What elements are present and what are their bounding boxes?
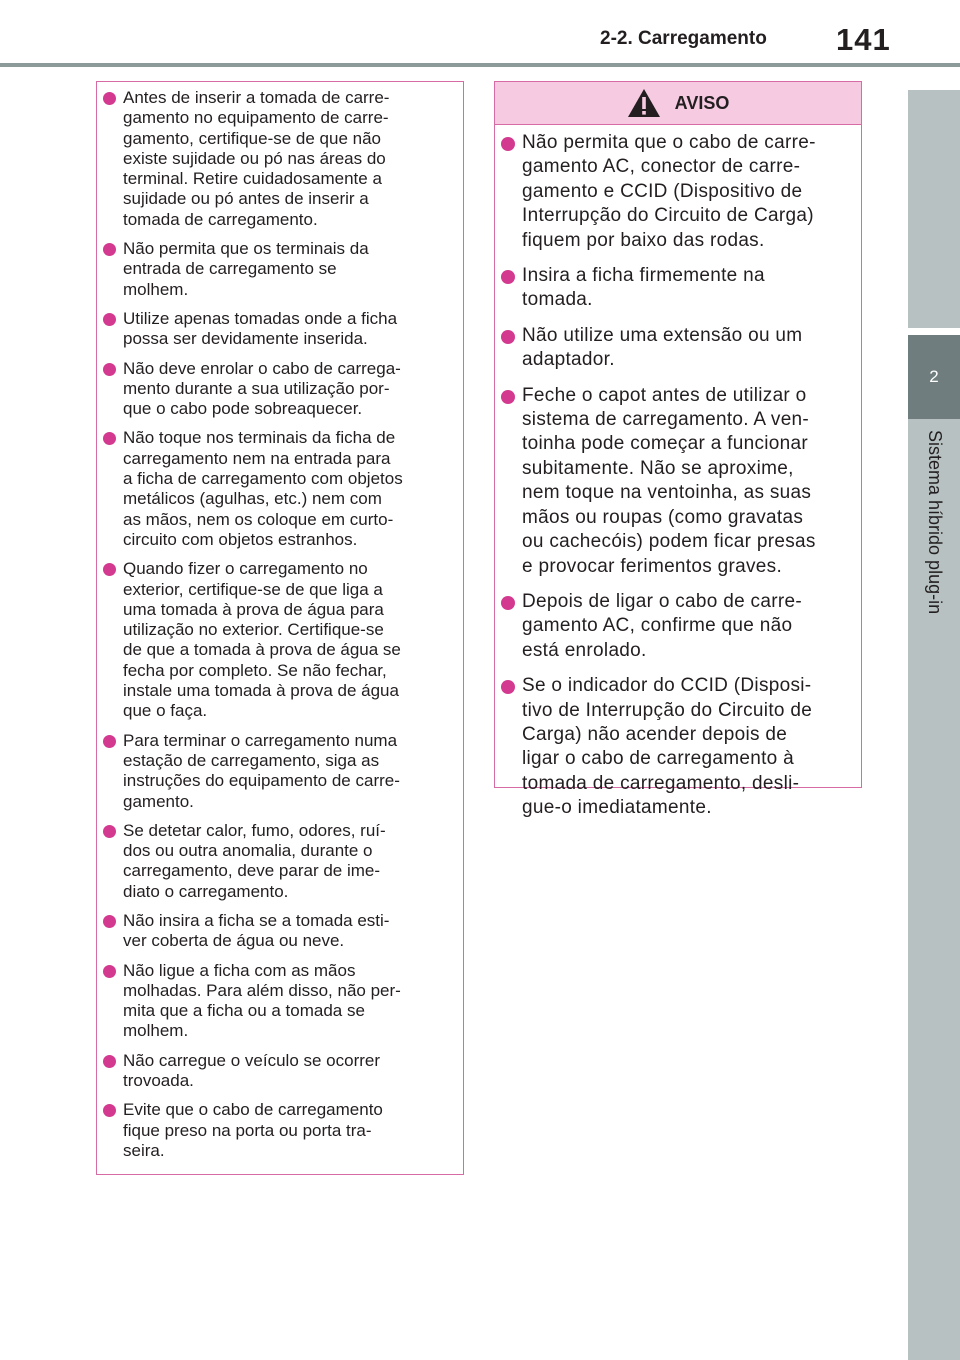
- bullet-icon: [103, 1055, 116, 1068]
- bullet-icon: [103, 735, 116, 748]
- list-item-text: Se o indicador do CCID (Disposi- tivo de Interrupção do Circuito de Carga) não acender depois de ligar o cabo de carregamento à tomada de carregamento, desli- gue-o imediatamente.: [522, 675, 813, 819]
- list-item: [501, 324, 845, 373]
- list-item-text: Insira a ficha firmemente na tomada.: [522, 265, 765, 311]
- list-item-text: Utilize apenas tomadas onde a ficha possa ser devidamente inserida.: [123, 308, 398, 349]
- list-item-text: Evite que o cabo de carregamento fique preso na porta ou porta tra- seira.: [123, 1100, 383, 1160]
- list-item: [103, 309, 449, 350]
- bullet-icon: [103, 92, 116, 105]
- bullet-icon: [103, 243, 116, 256]
- bullet-icon: [103, 915, 116, 928]
- list-item-text: Não utilize uma extensão ou um adaptador.: [522, 324, 803, 371]
- list-item-text: Feche o capot antes de utilizar o sistema de carregamento. A ven- toinha pode começar a funcionar subitamente. Não se aproxime, nem toque na ventoinha, as suas mãos ou roupas (como gravatas ou cachecóis) podem ficar presas e provocar ferimentos graves.: [522, 384, 816, 577]
- bullet-icon: [501, 390, 515, 404]
- list-item: [103, 911, 449, 952]
- bullet-icon: [103, 825, 116, 838]
- list-item: [103, 1100, 449, 1161]
- list-item: [103, 821, 449, 902]
- list-item: [501, 674, 845, 820]
- list-item: [103, 961, 449, 1042]
- bullet-icon: [103, 563, 116, 576]
- bullet-icon: [103, 1104, 116, 1117]
- list-item-text: Não deve enrolar o cabo de carrega- mento durante a sua utilização por- que o cabo pode sobreaquecer.: [123, 358, 401, 419]
- list-item: [103, 239, 449, 300]
- bullet-icon: [501, 270, 515, 284]
- page-number: 141: [836, 22, 891, 57]
- warning-title: AVISO: [674, 92, 730, 113]
- list-item-text: Não ligue a ficha com as mãos molhadas. Para além disso, não per- mita que a ficha ou a tomada se molhem.: [123, 960, 401, 1041]
- bullet-icon: [103, 363, 116, 376]
- list-item-text: Não toque nos terminais da ficha de carregamento nem na entrada para a ficha de carregamento com objetos metálicos (agulhas, etc.) nem com as mãos, nem os coloque em curto- circuito com objetos estranhos.: [123, 428, 403, 549]
- list-item-text: Não permita que os terminais da entrada de carregamento se molhem.: [123, 239, 369, 299]
- list-item-text: Não carregue o veículo se ocorrer trovoada.: [123, 1050, 381, 1091]
- bullet-icon: [501, 680, 515, 694]
- bullet-icon: [103, 313, 116, 326]
- bullet-icon: [103, 432, 116, 445]
- chapter-title: Sistema híbrido plug-in: [925, 430, 945, 615]
- section-title: 2-2. Carregamento: [600, 28, 767, 49]
- list-item: [103, 559, 449, 721]
- list-item-text: Quando fizer o carregamento no exterior, certifique-se de que liga a uma tomada à prova de água para utilização no exterior. Certifique-se de que a tomada à prova de água se fecha por completo. Se não fechar, instale uma tomada à prova de água que o faça.: [123, 559, 401, 721]
- header-rule: [0, 63, 960, 67]
- list-item: [501, 131, 845, 253]
- notice-box: [96, 81, 464, 1175]
- bullet-icon: [501, 137, 515, 151]
- bullet-icon: [501, 330, 515, 344]
- warning-triangle-icon: [627, 88, 661, 118]
- notice-list: [97, 82, 463, 1161]
- list-item: [501, 264, 845, 313]
- list-item-text: Não insira a ficha se a tomada esti- ver coberta de água ou neve.: [123, 910, 390, 951]
- warning-header: [495, 82, 861, 125]
- list-item: [501, 590, 845, 663]
- list-item: [103, 88, 449, 230]
- list-item: [501, 384, 845, 579]
- list-item: [103, 359, 449, 420]
- list-item-text: Antes de inserir a tomada de carre- gamento no equipamento de carre- gamento, certifique-se de que não existe sujidade ou pó nas áreas do terminal. Retire cuidadosamente a sujidade ou pó antes de inserir a tomada de carregamento.: [123, 88, 390, 229]
- list-item: [103, 731, 449, 812]
- bullet-icon: [501, 596, 515, 610]
- list-item-text: Se detetar calor, fumo, odores, ruí- dos ou outra anomalia, durante o carregamento, deve parar de ime- diato o carregamento.: [123, 820, 386, 901]
- chapter-number-tab: 2: [908, 335, 960, 419]
- chapter-title-wrap: [910, 430, 958, 670]
- list-item-text: Para terminar o carregamento numa estação de carregamento, siga as instruções do equipamento de carre- gamento.: [123, 730, 400, 811]
- list-item-text: Não permita que o cabo de carre- gamento AC, conector de carre- gamento e CCID (Dispositivo de Interrupção do Circuito de Carga) fiquem por baixo das rodas.: [522, 132, 816, 251]
- warning-box: [494, 81, 862, 819]
- list-item: [103, 1051, 449, 1092]
- warning-list: [495, 125, 861, 821]
- list-item-text: Depois de ligar o cabo de carre- gamento AC, confirme que não está enrolado.: [522, 590, 802, 661]
- list-item: [103, 428, 449, 550]
- bullet-icon: [103, 965, 116, 978]
- side-tab-upper: [908, 90, 960, 328]
